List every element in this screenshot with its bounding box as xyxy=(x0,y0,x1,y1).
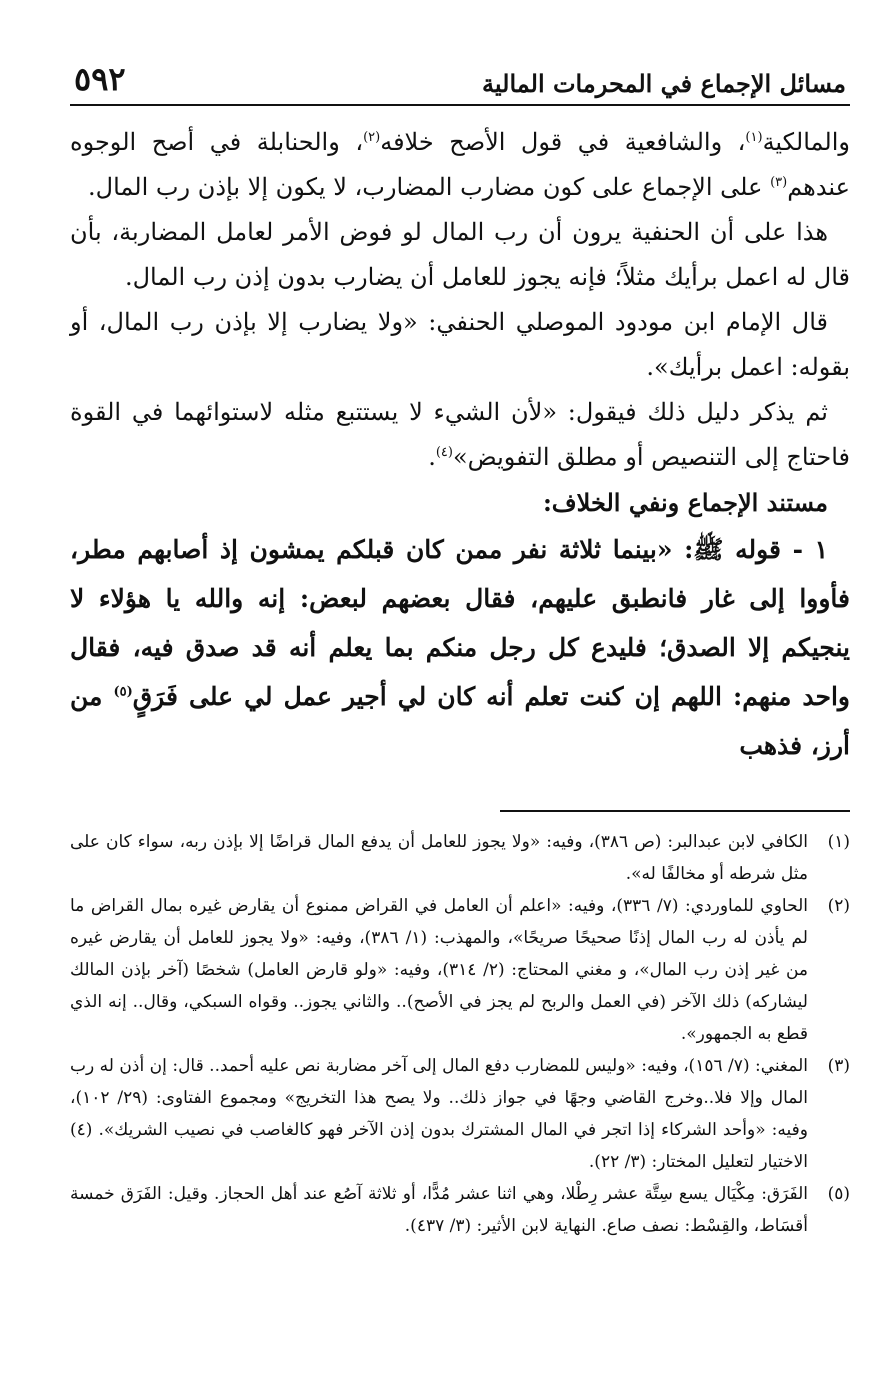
footnote-number: (٥) xyxy=(827,1184,850,1204)
footnote-ref-5: (٥) xyxy=(113,684,133,700)
footnote-text: الكافي لابن عبدالبر: (ص ٣٨٦)، وفيه: «ولا يجوز للعامل أن يدفع المال قراضًا إلا بإذن ربه، سواء كان على مثل شرطه أو مخالفًا له». xyxy=(70,832,808,884)
book-page xyxy=(70,60,850,1242)
footnote-ref-3: (٣) xyxy=(770,175,788,190)
footnote-text: المغني: (٧/ ١٥٦)، وفيه: «وليس للمضارب دفع المال إلى آخر مضاربة نص عليه أحمد.. قال: إن أذن له رب المال وإلا فلا..وخرج القاضي وجهًا في جواز ذلك.. ولا يصح هذا التخريج» ومجموع الفتاوى: (٢٩/ ١٠٢)، وفيه: «وأحد الشركاء إذا اتجر في المال المشترك بدون إذن الآخر فهو كالغاصب في نصيب الشريك». (٤) الاختيار لتعليل المختار: (٣/ ٢٢). xyxy=(70,1056,808,1172)
footnotes xyxy=(70,826,850,1242)
text-run: . xyxy=(428,443,436,471)
footnote-ref-2: (٢) xyxy=(363,130,381,145)
text-run: ١ - قوله ﷺ: «بينما ثلاثة نفر ممن كان قبلكم يمشون إذ أصابهم مطر، فأووا إلى غار فانطبق عليهم، فقال بعضهم لبعض: إنه والله يا هؤلاء لا ينجيكم إلا الصدق؛ فليدع كل رجل منكم بما يعلم أنه قد صدق فيه، فقال واحد منهم: اللهم إن كنت تعلم أنه كان لي أجير عمل لي على فَرَقٍ xyxy=(70,535,850,711)
footnote-number: (١) xyxy=(827,832,850,852)
footnote-number: (٣) xyxy=(827,1056,850,1076)
footnote-item xyxy=(70,826,850,890)
hadith-paragraph xyxy=(70,525,850,770)
running-title: مسائل الإجماع في المحرمات المالية xyxy=(482,69,846,98)
footnote-ref-1: (١) xyxy=(745,130,763,145)
text-run: من أرز، فذهب xyxy=(70,682,850,760)
page-number: ٥٩٢ xyxy=(74,60,126,98)
footnote-text: الحاوي للماوردي: (٧/ ٣٣٦)، وفيه: «اعلم أن العامل في القراض ممنوع أن يقارض غيره بمال القراض ما لم يأذن له رب المال إذنًا صحيحًا صريحًا»، والمهذب: (١/ ٣٨٦)، وفيه: «ولا يجوز للعامل أن يقارض غيره من غير إذن رب المال»، و مغني المحتاج: (٢/ ٣١٤)، وفيه: «ولو قارض العامل) شخصًا (آخر بإذن المالك ليشاركه) ذلك الآخر (في العمل والربح لم يجز في الأصح).. والثاني يجوز.. وقواه السبكي، وقال.. إنه الذي قطع به الجمهور». xyxy=(70,896,808,1044)
footnote-item xyxy=(70,1050,850,1178)
footnote-item xyxy=(70,890,850,1050)
paragraph-1 xyxy=(70,120,850,210)
text-run: ، والحنابلة في أصح الوجوه عندهم xyxy=(70,128,850,201)
footnote-number: (٢) xyxy=(827,896,850,916)
section-heading: مستند الإجماع ونفي الخلاف: xyxy=(542,488,828,517)
paragraph-4 xyxy=(70,390,850,480)
page-header xyxy=(70,60,850,106)
text-run: ثم يذكر دليل ذلك فيقول: «لأن الشيء لا يستتبع مثله لاستوائهما في القوة فاحتاج إلى التنصيص أو مطلق التفويض» xyxy=(70,398,850,471)
paragraph-2: هذا على أن الحنفية يرون أن رب المال لو فوض الأمر لعامل المضاربة، بأن قال له اعمل برأيك مثلاً؛ فإنه يجوز للعامل أن يضارب بدون إذن رب المال. xyxy=(70,218,850,291)
footnote-ref-4: (٤) xyxy=(435,445,453,460)
footnote-divider xyxy=(500,810,850,812)
text-run: على الإجماع على كون مضارب المضارب، لا يكون إلا بإذن رب المال. xyxy=(88,173,771,201)
footnote-item xyxy=(70,1178,850,1242)
footnote-text: الفَرَق: مِكْيَال يسع سِتَّة عشر رِطْلا، وهي اثنا عشر مُدًّا، أو ثلاثة آصُع عند أهل الحجاز. وقيل: الفَرَق خمسة أقسَاط، والقِسْط: نصف صاع. النهاية لابن الأثير: (٣/ ٤٣٧). xyxy=(70,1184,808,1236)
text-run: والمالكية xyxy=(762,128,850,156)
text-run: ، والشافعية في قول الأصح خلافه xyxy=(380,128,746,156)
main-text xyxy=(70,120,850,770)
paragraph-3: قال الإمام ابن مودود الموصلي الحنفي: «ولا يضارب إلا بإذن رب المال، أو بقوله: اعمل برأيك». xyxy=(70,308,850,381)
